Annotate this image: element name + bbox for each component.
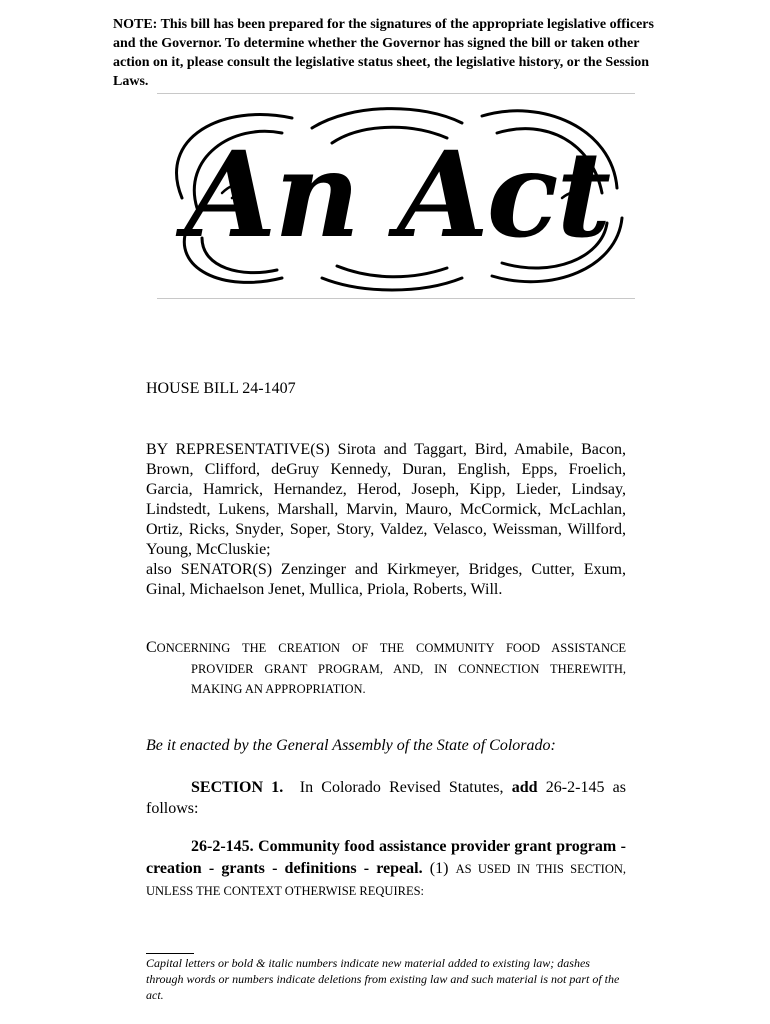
- an-act-flourish: [162, 98, 632, 294]
- sponsors-block: [146, 440, 626, 600]
- concerning-initial: C: [146, 639, 157, 656]
- concerning-text: ONCERNING THE CREATION OF THE COMMUNITY FOOD ASSISTANCE PROVIDER GRANT PROGRAM, AND, IN CONNECTION THEREWITH, MAKING AN APPROPRIATION.: [156, 641, 626, 696]
- bottom-divider: [157, 298, 635, 299]
- senators-list: also SENATOR(S) Zenzinger and Kirkmeyer, Bridges, Cutter, Exum, Ginal, Michaelson Jenet, Mullica, Priola, Roberts, Will.: [146, 561, 626, 598]
- subsection-number: (1): [429, 860, 449, 877]
- section-1: [146, 777, 626, 819]
- signature-note: NOTE: This bill has been prepared for the signatures of the appropriate legislative officers and the Governor. To determine whether the Governor has signed the bill or taken other action on it, please consult the legislative status sheet, the legislative history, or the Session Laws.: [113, 17, 654, 89]
- concerning-clause: [146, 638, 626, 700]
- section-1-text-b: 26-2-145 as follows:: [146, 779, 627, 817]
- enacting-clause: Be it enacted by the General Assembly of the State of Colorado:: [146, 737, 556, 754]
- an-act-text: An Act: [184, 125, 610, 264]
- footnote: Capital letters or bold & italic numbers indicate new material added to existing law; dashes through words or numbers indicate deletions from existing law and such material is not part of the act.: [146, 956, 620, 1002]
- subsection-text: AS USED IN THIS SECTION, UNLESS THE CONTEXT OTHERWISE REQUIRES:: [146, 862, 627, 898]
- section-26-2-145-heading: 26-2-145. Community food assistance provider grant program - creation - grants - definitions - repeal.: [146, 838, 626, 877]
- top-divider: [157, 93, 635, 94]
- section-26-2-145: [146, 836, 626, 902]
- an-act-banner: [162, 98, 632, 294]
- section-1-heading: SECTION 1.: [191, 779, 284, 796]
- bill-number: HOUSE BILL 24-1407: [146, 380, 296, 397]
- section-1-text-a: In Colorado Revised Statutes,: [299, 779, 504, 796]
- representatives-list: BY REPRESENTATIVE(S) Sirota and Taggart, Bird, Amabile, Bacon, Brown, Clifford, deGruy Kennedy, Duran, English, Epps, Froelich, Garcia, Hamrick, Hernandez, Herod, Joseph, Kipp, Lieder, Lindsay, Lindstedt, Lukens, Marshall, Marvin, Mauro, McCormick, McLachlan, Ortiz, Ricks, Snyder, Soper, Story, Valdez, Velasco, Weissman, Willford, Young, McCluskie;: [146, 441, 626, 558]
- footnote-divider: [146, 953, 194, 954]
- section-1-add: add: [511, 779, 538, 796]
